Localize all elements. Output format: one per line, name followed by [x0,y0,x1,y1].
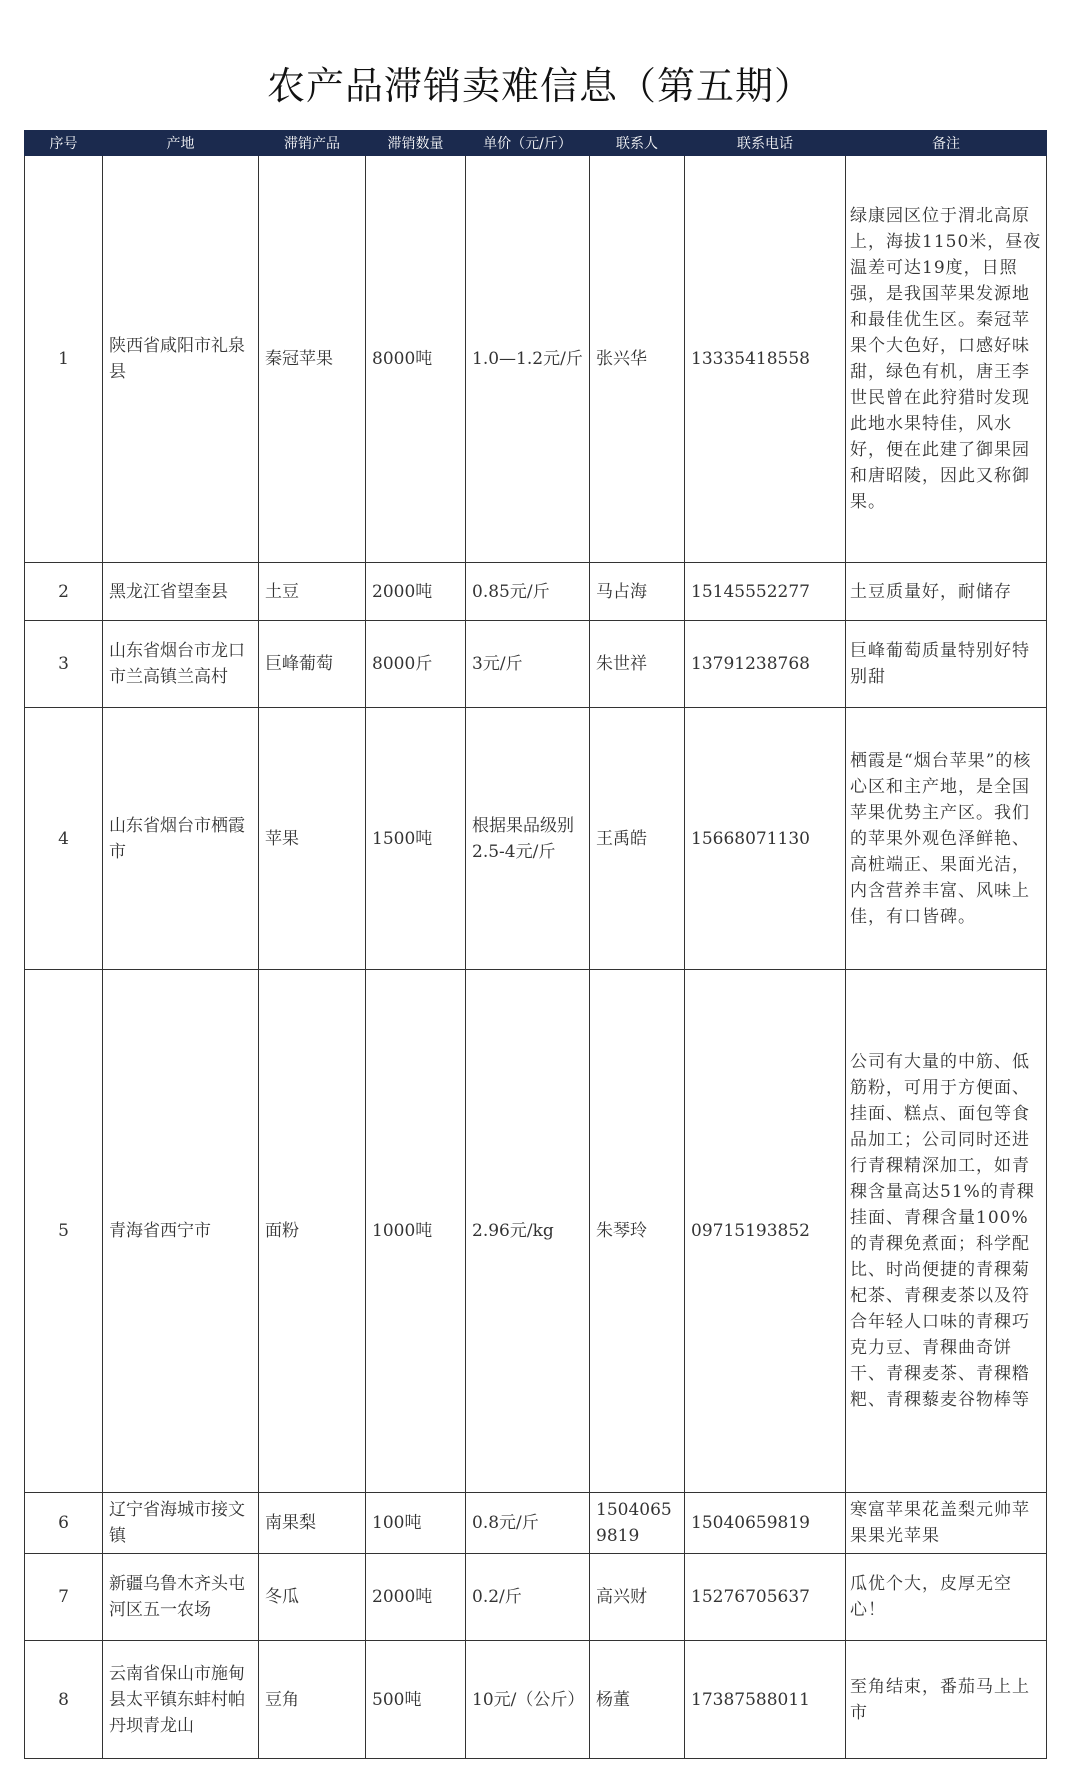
cell-product: 冬瓜 [259,1554,366,1641]
table-row [25,156,1047,563]
header-price: 单价（元/斤） [466,131,590,156]
cell-quantity: 1500吨 [366,708,466,970]
cell-index: 8 [25,1641,103,1759]
cell-index: 3 [25,621,103,708]
cell-quantity: 8000吨 [366,156,466,563]
cell-product: 豆角 [259,1641,366,1759]
cell-note: 绿康园区位于渭北高原上，海拔1150米，昼夜温差可达19度，日照强，是我国苹果发源地和最佳优生区。秦冠苹果个大色好，口感好味甜，绿色有机，唐王李世民曾在此狩猎时发现此地水果特佳，风水好，便在此建了御果园和唐昭陵，因此又称御果。 [846,156,1047,563]
cell-phone: 13791238768 [685,621,846,708]
cell-note: 寒富苹果花盖梨元帅苹果果光苹果 [846,1493,1047,1554]
cell-note: 至角结束，番茄马上上市 [846,1641,1047,1759]
cell-origin: 山东省烟台市龙口市兰高镇兰高村 [103,621,259,708]
cell-phone: 15145552277 [685,563,846,621]
header-quantity: 滞销数量 [366,131,466,156]
cell-quantity: 500吨 [366,1641,466,1759]
cell-contact: 王禹皓 [590,708,685,970]
header-origin: 产地 [103,131,259,156]
cell-contact: 朱琴玲 [590,970,685,1493]
cell-price: 0.2/斤 [466,1554,590,1641]
cell-product: 巨峰葡萄 [259,621,366,708]
cell-phone: 15668071130 [685,708,846,970]
table-row [25,970,1047,1493]
table-row [25,708,1047,970]
cell-contact: 马占海 [590,563,685,621]
cell-index: 4 [25,708,103,970]
cell-origin: 云南省保山市施甸县太平镇东蚌村帕丹坝青龙山 [103,1641,259,1759]
cell-product: 面粉 [259,970,366,1493]
cell-index: 7 [25,1554,103,1641]
cell-origin: 陕西省咸阳市礼泉县 [103,156,259,563]
header-contact: 联系人 [590,131,685,156]
cell-contact: 高兴财 [590,1554,685,1641]
cell-quantity: 100吨 [366,1493,466,1554]
cell-contact: 朱世祥 [590,621,685,708]
table-header-row [25,131,1047,156]
cell-quantity: 8000斤 [366,621,466,708]
info-table [24,130,1047,1759]
table-row [25,1641,1047,1759]
cell-note: 栖霞是“烟台苹果”的核心区和主产地，是全国苹果优势主产区。我们的苹果外观色泽鲜艳、高桩端正、果面光洁，内含营养丰富、风味上佳，有口皆碑。 [846,708,1047,970]
cell-price: 1.0—1.2元/斤 [466,156,590,563]
header-note: 备注 [846,131,1047,156]
cell-product: 秦冠苹果 [259,156,366,563]
table-row [25,1493,1047,1554]
cell-quantity: 2000吨 [366,1554,466,1641]
header-phone: 联系电话 [685,131,846,156]
cell-origin: 黑龙江省望奎县 [103,563,259,621]
cell-note: 公司有大量的中筋、低筋粉，可用于方便面、挂面、糕点、面包等食品加工；公司同时还进行青稞精深加工，如青稞含量高达51%的青稞挂面、青稞含量100%的青稞免煮面；科学配比、时尚便捷的青稞菊杞茶、青稞麦茶以及符合年轻人口味的青稞巧克力豆、青稞曲奇饼干、青稞麦茶、青稞糌粑、青稞藜麦谷物棒等 [846,970,1047,1493]
cell-index: 1 [25,156,103,563]
cell-phone: 09715193852 [685,970,846,1493]
cell-price: 10元/（公斤） [466,1641,590,1759]
table-row [25,621,1047,708]
cell-product: 土豆 [259,563,366,621]
cell-origin: 新疆乌鲁木齐头屯河区五一农场 [103,1554,259,1641]
header-index: 序号 [25,131,103,156]
cell-quantity: 2000吨 [366,563,466,621]
cell-note: 巨峰葡萄质量特别好特别甜 [846,621,1047,708]
cell-phone: 13335418558 [685,156,846,563]
cell-quantity: 1000吨 [366,970,466,1493]
cell-price: 0.8元/斤 [466,1493,590,1554]
cell-origin: 山东省烟台市栖霞市 [103,708,259,970]
cell-phone: 15040659819 [685,1493,846,1554]
cell-product: 苹果 [259,708,366,970]
cell-price: 2.96元/kg [466,970,590,1493]
table-row [25,1554,1047,1641]
cell-note: 土豆质量好，耐储存 [846,563,1047,621]
cell-price: 0.85元/斤 [466,563,590,621]
cell-note: 瓜优个大，皮厚无空心！ [846,1554,1047,1641]
page-title: 农产品滞销卖难信息（第五期） [266,64,813,108]
table-row [25,563,1047,621]
cell-origin: 辽宁省海城市接文镇 [103,1493,259,1554]
cell-index: 5 [25,970,103,1493]
cell-contact: 张兴华 [590,156,685,563]
cell-contact: 15040659819 [590,1493,685,1554]
cell-index: 6 [25,1493,103,1554]
cell-phone: 15276705637 [685,1554,846,1641]
cell-origin: 青海省西宁市 [103,970,259,1493]
cell-product: 南果梨 [259,1493,366,1554]
cell-price: 根据果品级别2.5-4元/斤 [466,708,590,970]
cell-index: 2 [25,563,103,621]
cell-phone: 17387588011 [685,1641,846,1759]
cell-price: 3元/斤 [466,621,590,708]
cell-contact: 杨董 [590,1641,685,1759]
header-product: 滞销产品 [259,131,366,156]
